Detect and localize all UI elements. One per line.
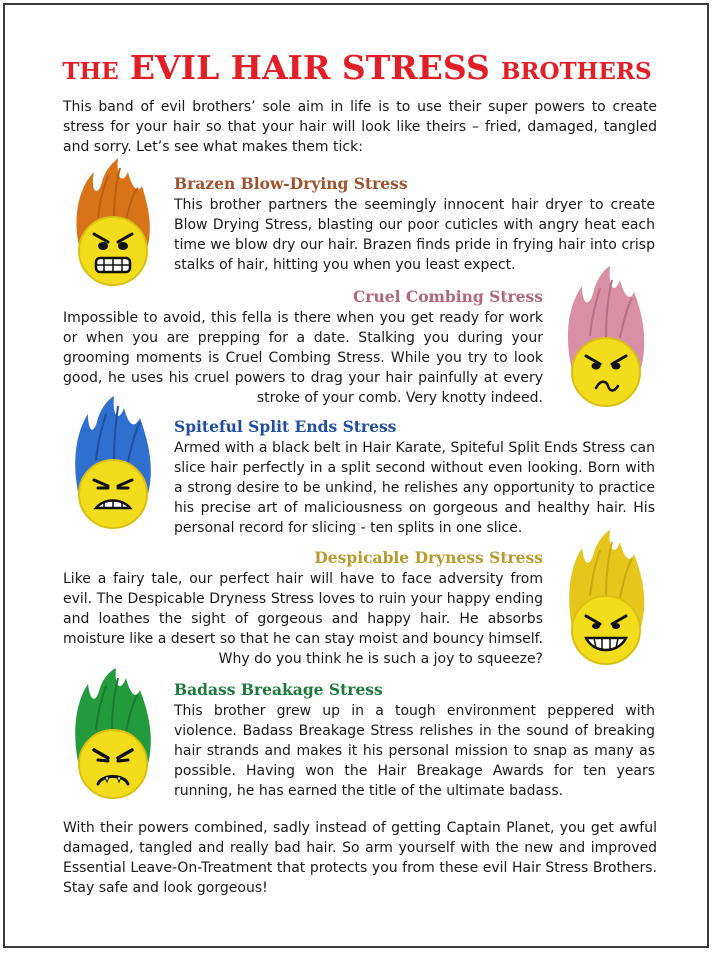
section-body: This brother grew up in a tough environment peppered with violence. Badass Breakage Stress relishes in the sound of breaking hair strands and makes it his personal mission to snap as many as possible. Having won the Hair Breakage Awards for ten years running, he has earned the title of the ultimate badass. [174, 703, 655, 799]
title-main: EVIL HAIR STRESS [129, 48, 490, 87]
fanged-frown-face-icon [68, 668, 158, 800]
section-heading: Badass Breakage Stress [174, 680, 383, 699]
page-title [0, 48, 714, 87]
section-cruel [63, 287, 543, 408]
section-body: Like a fairy tale, our perfect hair will have to face adversity from evil. The Despicable Dryness Stress loves to ruin your happy ending and loathes the sight of gorgeous and happy hair. He absorbs moisture like a desert so that he can stay moist and bouncy himself. Why do you think he is such a joy to squeeze? [63, 571, 543, 667]
section-despicable [63, 548, 543, 669]
title-suffix: BROTHERS [500, 58, 652, 85]
section-heading: Spiteful Split Ends Stress [174, 417, 397, 436]
section-spiteful [174, 417, 655, 538]
scowling-face-icon [562, 266, 650, 410]
title-prefix: THE [62, 58, 119, 85]
section-heading: Despicable Dryness Stress [314, 548, 543, 567]
troll-despicable [562, 530, 650, 668]
troll-spiteful [68, 396, 158, 532]
gritted-teeth-face-icon [68, 396, 158, 532]
section-body: Impossible to avoid, this fella is there when you get ready for work or when you are prepping for a date. Stalking you during your grooming moments is Cruel Combing Stress. While you try to look good, he uses his cruel powers to drag your hair painfully at every stroke of your comb. Very knotty indeed. [63, 310, 543, 406]
evil-grin-face-icon [562, 530, 650, 668]
section-heading: Brazen Blow-Drying Stress [174, 174, 408, 193]
troll-badass [68, 668, 158, 800]
troll-cruel [562, 266, 650, 410]
closing-paragraph: With their powers combined, sadly instead of getting Captain Planet, you get awful damaged, tangled and really bad hair. So arm yourself with the new and improved Essential Leave-On-Treatment that protects you from these evil Hair Stress Brothers. Stay safe and look gorgeous! [63, 820, 657, 896]
section-badass [174, 680, 655, 801]
angry-grimace-face-icon [68, 158, 158, 290]
section-body: This brother partners the seemingly innocent hair dryer to create Blow Drying Stress, blasting our poor cuticles with angry heat each time we blow dry our hair. Brazen finds pride in frying hair into crisp stalks of hair, hitting you when you least expect. [174, 197, 655, 273]
intro-paragraph: This band of evil brothers’ sole aim in life is to use their super powers to create stress for your hair so that your hair will look like theirs – fried, damaged, tangled and sorry. Let’s see what makes them tick: [63, 99, 657, 155]
section-heading: Cruel Combing Stress [352, 287, 543, 306]
troll-brazen [68, 158, 158, 290]
section-body: Armed with a black belt in Hair Karate, Spiteful Split Ends Stress can slice hair perfectly in a split second without even looking. Born with a strong desire to be unkind, he relishes any opportunity to practice his precise art of maliciousness on gorgeous and healthy hair. His personal record for slicing - ten splits in one slice. [174, 440, 655, 536]
section-brazen [174, 174, 655, 275]
